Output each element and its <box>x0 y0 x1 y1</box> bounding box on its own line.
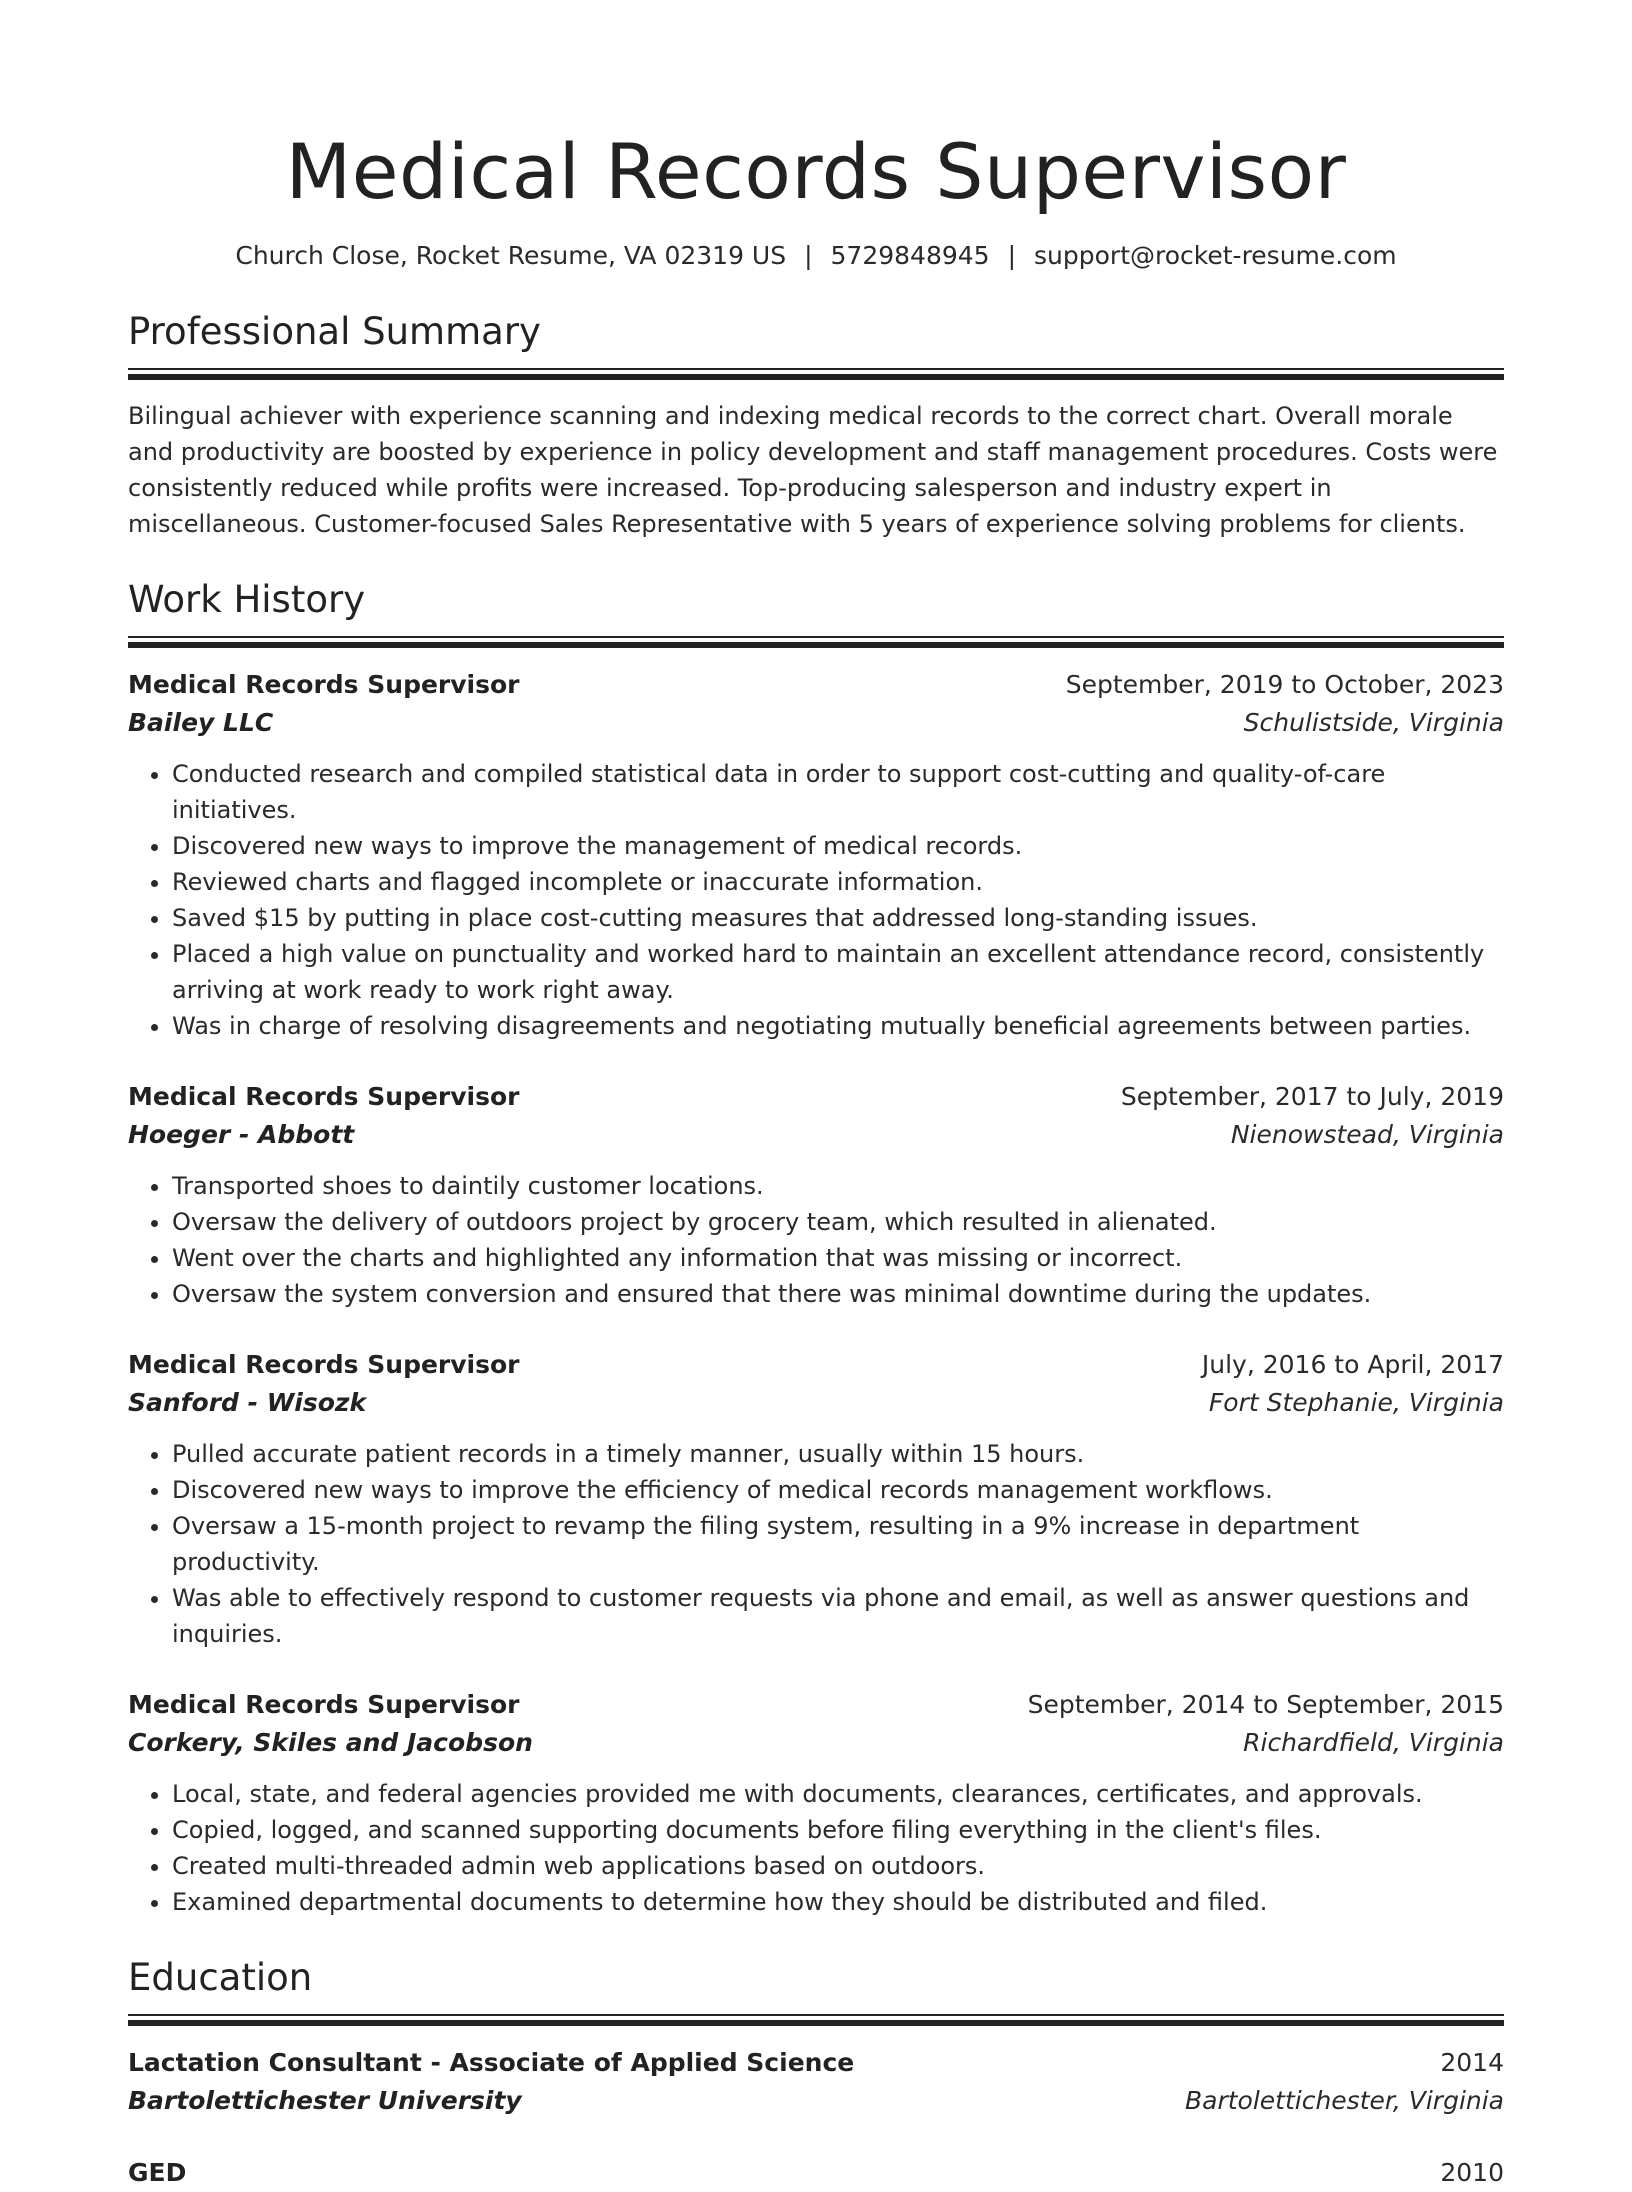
education-entry <box>128 2154 1504 2192</box>
contact-phone: 5729848945 <box>830 241 990 270</box>
list-item: • Went over the charts and highlighted any information that was missing or incorrect. <box>172 1240 1504 1276</box>
education-section <box>128 1954 1504 2192</box>
job-dates: September, 2014 to September, 2015 <box>1027 1690 1504 1719</box>
summary-section <box>128 308 1504 542</box>
section-divider <box>128 2014 1504 2026</box>
job-bullets <box>128 756 1504 1044</box>
contact-line <box>128 238 1504 274</box>
job-entry <box>128 666 1504 1044</box>
job-location: Richardfield, Virginia <box>1243 1728 1504 1757</box>
resume-name: Medical Records Supervisor <box>285 127 1347 216</box>
job-location: Schulistside, Virginia <box>1243 708 1504 737</box>
section-divider <box>128 368 1504 380</box>
summary-text: Bilingual achiever with experience scanning and indexing medical records to the correct chart. Overall morale and productivity are boosted by experience in policy development and staff management procedures. Costs were consistently reduced while profits were increased. Top-producing salesperson and industry expert in miscellaneous. Customer-focused Sales Representative with 5 years of experience solving problems for clients. <box>128 402 1498 538</box>
job-company: Sanford - Wisozk <box>128 1388 367 1417</box>
education-entry <box>128 2044 1504 2120</box>
list-item: • Oversaw the delivery of outdoors project by grocery team, which resulted in alienated. <box>172 1204 1504 1240</box>
job-location: Fort Stephanie, Virginia <box>1208 1388 1504 1417</box>
job-company: Corkery, Skiles and Jacobson <box>128 1728 533 1757</box>
section-divider <box>128 636 1504 648</box>
list-item: • Placed a high value on punctuality and worked hard to maintain an excellent attendance record, consistently arriving at work ready to work right away. <box>172 936 1504 1008</box>
education-school: Bartolettichester University <box>128 2086 522 2115</box>
job-bullets <box>128 1436 1504 1652</box>
job-entry <box>128 1686 1504 1920</box>
education-year: 2010 <box>1440 2158 1504 2187</box>
education-degree: GED <box>128 2158 187 2187</box>
contact-address: Church Close, Rocket Resume, VA 02319 US <box>235 241 787 270</box>
contact-email: support@rocket-resume.com <box>1034 241 1397 270</box>
job-title: Medical Records Supervisor <box>128 1350 520 1379</box>
section-title-summary: Professional Summary <box>128 310 541 353</box>
job-dates: September, 2019 to October, 2023 <box>1065 670 1504 699</box>
job-title: Medical Records Supervisor <box>128 1690 520 1719</box>
list-item: • Was able to effectively respond to customer requests via phone and email, as well as answer questions and inquiries. <box>172 1580 1504 1652</box>
job-company: Bailey LLC <box>128 708 274 737</box>
list-item: • Saved $15 by putting in place cost-cutting measures that addressed long-standing issues. <box>172 900 1504 936</box>
education-location: Bartolettichester, Virginia <box>1184 2086 1504 2115</box>
list-item: • Transported shoes to daintily customer locations. <box>172 1168 1504 1204</box>
list-item: • Discovered new ways to improve the management of medical records. <box>172 828 1504 864</box>
job-entry <box>128 1078 1504 1312</box>
education-year: 2014 <box>1440 2048 1504 2077</box>
job-location: Nienowstead, Virginia <box>1230 1120 1504 1149</box>
list-item: • Was in charge of resolving disagreements and negotiating mutually beneficial agreements between parties. <box>172 1008 1504 1044</box>
job-bullets <box>128 1776 1504 1920</box>
list-item: • Pulled accurate patient records in a timely manner, usually within 15 hours. <box>172 1436 1504 1472</box>
job-company: Hoeger - Abbott <box>128 1120 355 1149</box>
contact-separator: | <box>804 241 813 270</box>
list-item: • Local, state, and federal agencies provided me with documents, clearances, certificates, and approvals. <box>172 1776 1504 1812</box>
job-title: Medical Records Supervisor <box>128 670 520 699</box>
section-title-education: Education <box>128 1956 313 1999</box>
list-item: • Examined departmental documents to determine how they should be distributed and filed. <box>172 1884 1504 1920</box>
job-bullets <box>128 1168 1504 1312</box>
contact-separator: | <box>1007 241 1017 270</box>
list-item: • Copied, logged, and scanned supporting documents before filing everything in the client's files. <box>172 1812 1504 1848</box>
job-dates: July, 2016 to April, 2017 <box>1201 1350 1504 1379</box>
section-title-work-history: Work History <box>128 578 366 621</box>
list-item: • Conducted research and compiled statistical data in order to support cost-cutting and quality-of-care initiatives. <box>172 756 1504 828</box>
list-item: • Oversaw a 15-month project to revamp the filing system, resulting in a 9% increase in department productivity. <box>172 1508 1504 1580</box>
job-dates: September, 2017 to July, 2019 <box>1120 1082 1504 1111</box>
work-history-section <box>128 576 1504 1920</box>
list-item: • Reviewed charts and flagged incomplete or inaccurate information. <box>172 864 1504 900</box>
education-degree: Lactation Consultant - Associate of Applied Science <box>128 2048 855 2077</box>
job-entry <box>128 1346 1504 1652</box>
list-item: • Oversaw the system conversion and ensured that there was minimal downtime during the updates. <box>172 1276 1504 1312</box>
list-item: • Discovered new ways to improve the efficiency of medical records management workflows. <box>172 1472 1504 1508</box>
job-title: Medical Records Supervisor <box>128 1082 520 1111</box>
list-item: • Created multi-threaded admin web applications based on outdoors. <box>172 1848 1504 1884</box>
